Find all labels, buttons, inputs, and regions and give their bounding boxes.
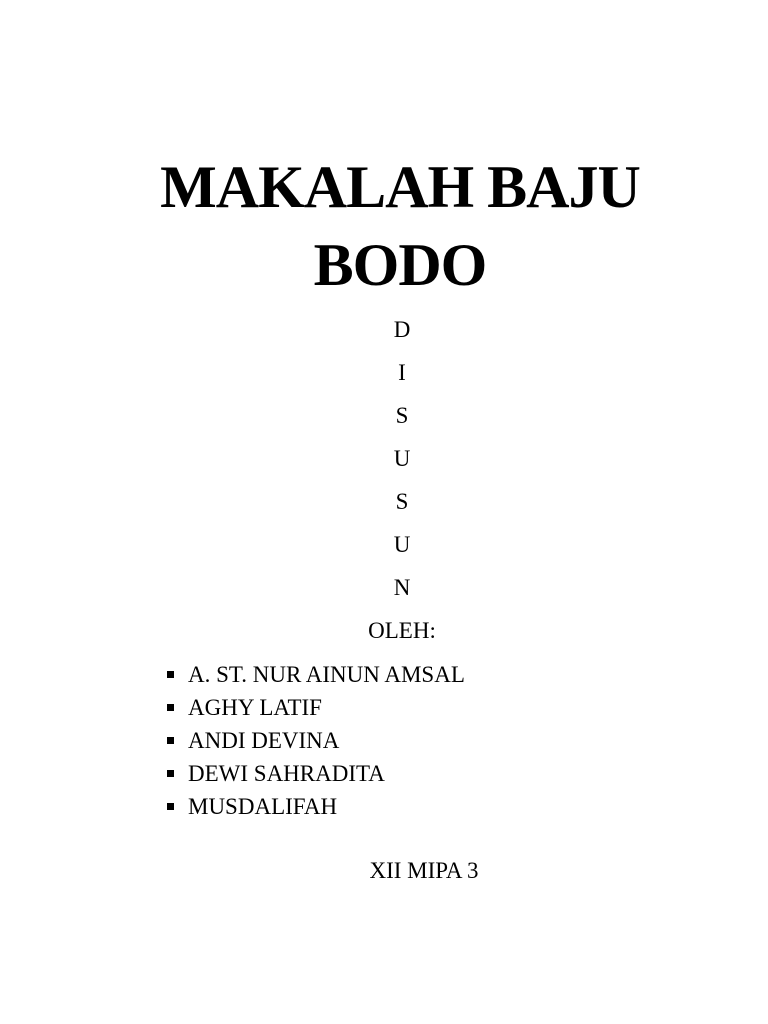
list-item — [166, 691, 465, 724]
member-name: AGHY LATIF — [188, 695, 322, 720]
square-bullet-icon — [167, 770, 174, 777]
square-bullet-icon — [167, 737, 174, 744]
list-item — [166, 790, 465, 823]
member-name: MUSDALIFAH — [188, 794, 338, 819]
disusun-letter: U — [393, 446, 411, 471]
disusun-letter: U — [393, 532, 411, 557]
list-item — [166, 724, 465, 757]
member-list — [166, 658, 465, 823]
list-item — [166, 658, 465, 691]
class-label: XII MIPA 3 — [369, 858, 479, 883]
member-name: DEWI SAHRADITA — [188, 761, 385, 786]
disusun-letter: S — [395, 489, 409, 514]
square-bullet-icon — [167, 704, 174, 711]
disusun-letter: N — [393, 575, 411, 600]
disusun-letter: S — [395, 403, 409, 428]
disusun-letter: I — [398, 360, 406, 385]
disusun-vertical-text — [362, 313, 442, 614]
square-bullet-icon — [167, 671, 174, 678]
square-bullet-icon — [167, 803, 174, 810]
title-line-1: MAKALAH BAJU — [160, 154, 640, 220]
member-name: A. ST. NUR AINUN AMSAL — [188, 662, 465, 687]
oleh-label: OLEH: — [368, 618, 436, 643]
disusun-letter: D — [393, 317, 411, 342]
title-line-2: BODO — [313, 232, 487, 298]
member-name: ANDI DEVINA — [188, 728, 340, 753]
list-item — [166, 757, 465, 790]
